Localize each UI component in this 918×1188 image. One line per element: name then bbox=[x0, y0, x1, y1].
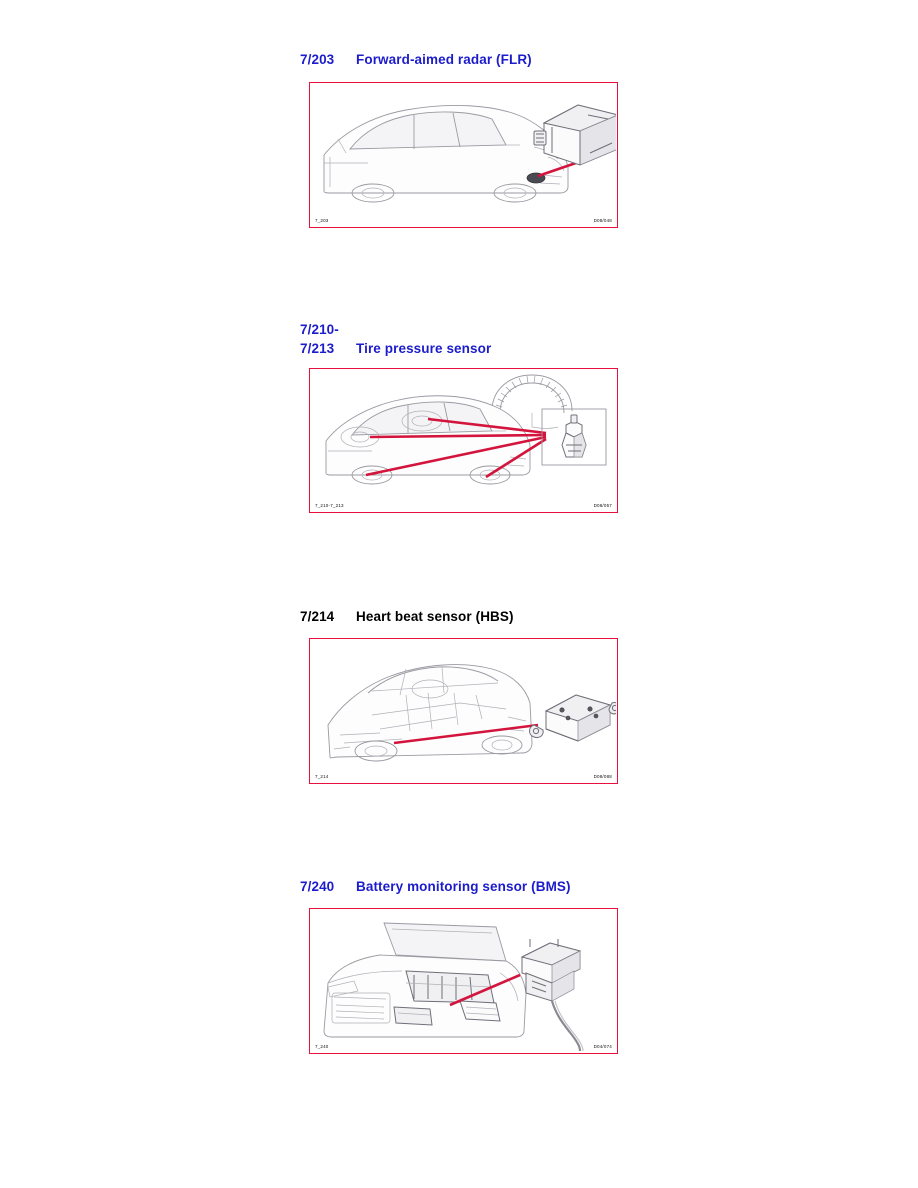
section-heading-flr bbox=[300, 52, 532, 67]
figure-code-right: D08/048 bbox=[593, 218, 612, 223]
figure-bms bbox=[309, 908, 618, 1054]
section-flr bbox=[300, 52, 532, 67]
section-number: 7/240 bbox=[300, 879, 335, 894]
section-tpms bbox=[300, 322, 491, 356]
figure-code-left: 7_214 bbox=[315, 774, 329, 779]
section-heading-tpms bbox=[300, 341, 491, 356]
section-title: Forward-aimed radar (FLR) bbox=[356, 52, 532, 67]
figure-code-left: 7_210-7_213 bbox=[315, 503, 344, 508]
figure-flr bbox=[309, 82, 618, 228]
figure-code-right: D08/057 bbox=[593, 503, 612, 508]
section-heading-hbs bbox=[300, 609, 514, 624]
figure-hbs bbox=[309, 638, 618, 784]
figure-tpms-drawing bbox=[310, 369, 616, 511]
section-hbs bbox=[300, 609, 514, 624]
section-heading-bms bbox=[300, 879, 571, 894]
section-title: Battery monitoring sensor (BMS) bbox=[356, 879, 571, 894]
section-number: 7/213 bbox=[300, 341, 335, 356]
figure-bms-drawing bbox=[310, 909, 616, 1052]
figure-code-left: 7_240 bbox=[315, 1044, 329, 1049]
figure-code-right: D04/074 bbox=[593, 1044, 612, 1049]
figure-code-right: D08/088 bbox=[593, 774, 612, 779]
section-number: 7/214 bbox=[300, 609, 335, 624]
figure-flr-drawing bbox=[310, 83, 616, 226]
section-number-tpms-first: 7/210- bbox=[300, 322, 339, 337]
figure-tpms bbox=[309, 368, 618, 513]
section-title: Heart beat sensor (HBS) bbox=[356, 609, 514, 624]
figure-hbs-drawing bbox=[310, 639, 616, 782]
section-bms bbox=[300, 879, 571, 894]
section-number: 7/203 bbox=[300, 52, 335, 67]
figure-code-left: 7_203 bbox=[315, 218, 329, 223]
section-title: Tire pressure sensor bbox=[356, 341, 492, 356]
